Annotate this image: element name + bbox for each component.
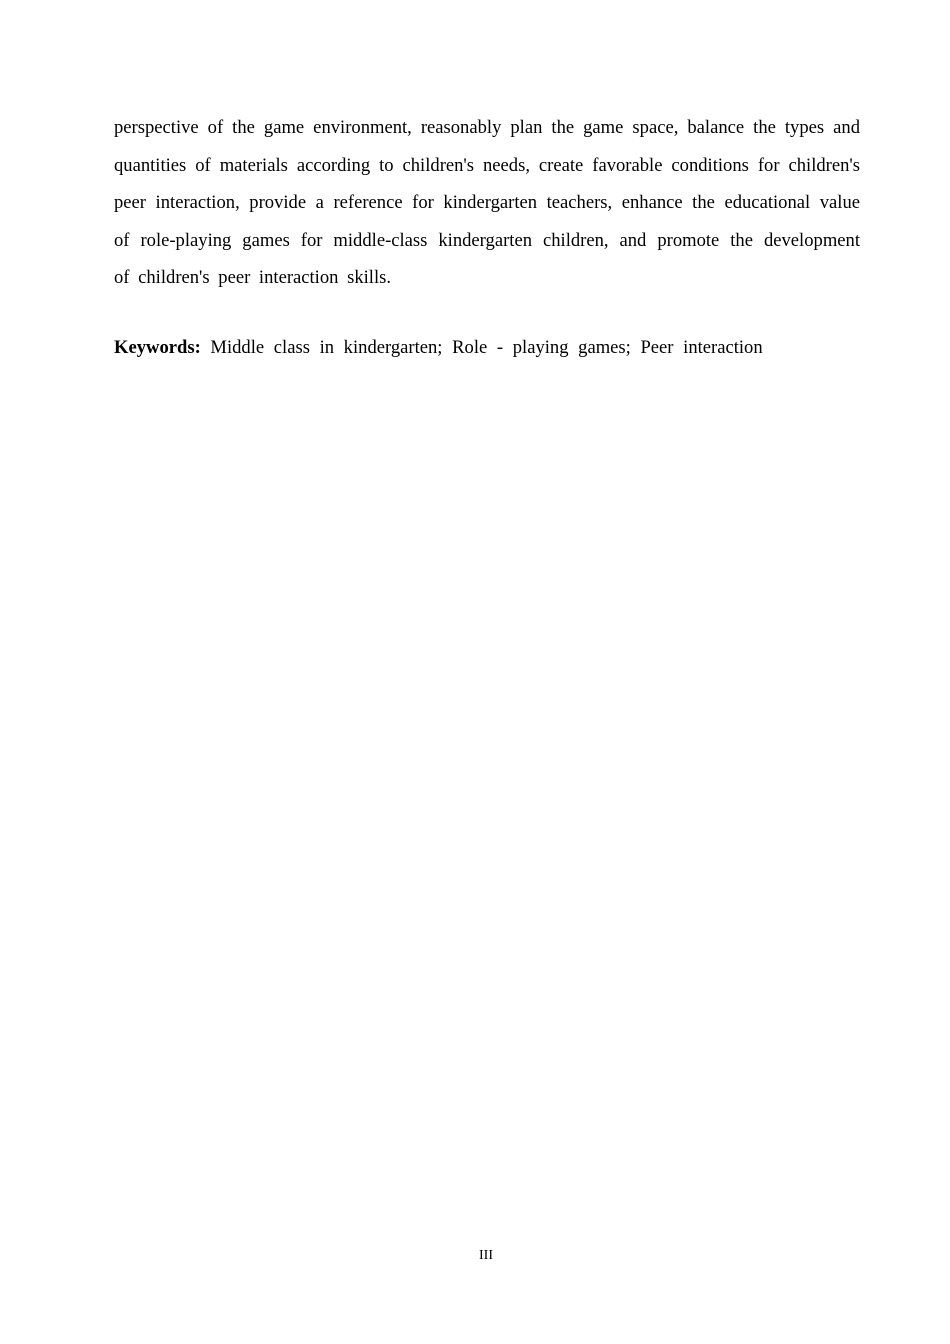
- keywords-line: [114, 331, 860, 364]
- keywords-text: Middle class in kindergarten; Role - playing games; Peer interaction: [210, 337, 763, 358]
- abstract-paragraph: perspective of the game environment, reasonably plan the game space, balance the types and quantities of materials according to children's needs, create favorable conditions for children's peer interaction, provide a reference for kindergarten teachers, enhance the educational value of role-playing games for middle-class kindergarten children, and promote the development of children's peer interaction skills.: [114, 117, 860, 288]
- keywords-label: Keywords:: [114, 337, 201, 358]
- page-number: III: [479, 1248, 493, 1263]
